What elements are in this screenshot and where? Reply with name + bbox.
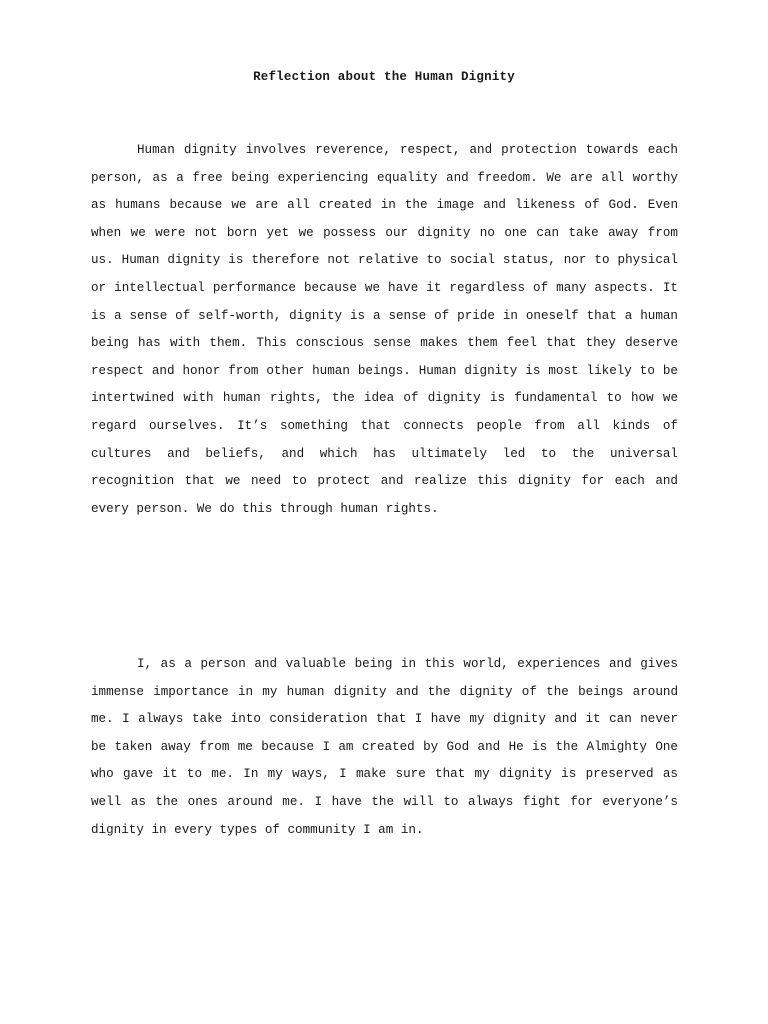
paragraph-1: Human dignity involves reverence, respect, and protection towards each person, as a free being experiencing equality and freedom. We are all worthy as humans because we are all created in the image and likeness of God. Even when we were not born yet we possess our dignity no one can take away from us. Human dignity is therefore not relative to social status, nor to physical or intellectual performance because we have it regardless of many aspects. It is a sense of self-worth, dignity is a sense of pride in oneself that a human being has with them. This conscious sense makes them feel that they deserve respect and honor from other human beings. Human dignity is most likely to be intertwined with human rights, the idea of dignity is fundamental to how we regard ourselves. It’s something that connects people from all kinds of cultures and beliefs, and which has ultimately led to the universal recognition that we need to protect and realize this dignity for each and every person. We do this through human rights. xyxy=(91,143,678,516)
paragraph-2: I, as a person and valuable being in this world, experiences and gives immense importance in my human dignity and the dignity of the beings around me. I always take into consideration that I have my dignity and it can never be taken away from me because I am created by God and He is the Almighty One who gave it to me. In my ways, I make sure that my dignity is preserved as well as the ones around me. I have the will to always fight for everyone’s dignity in every types of community I am in. xyxy=(91,657,678,837)
document-title: Reflection about the Human Dignity xyxy=(253,70,515,84)
